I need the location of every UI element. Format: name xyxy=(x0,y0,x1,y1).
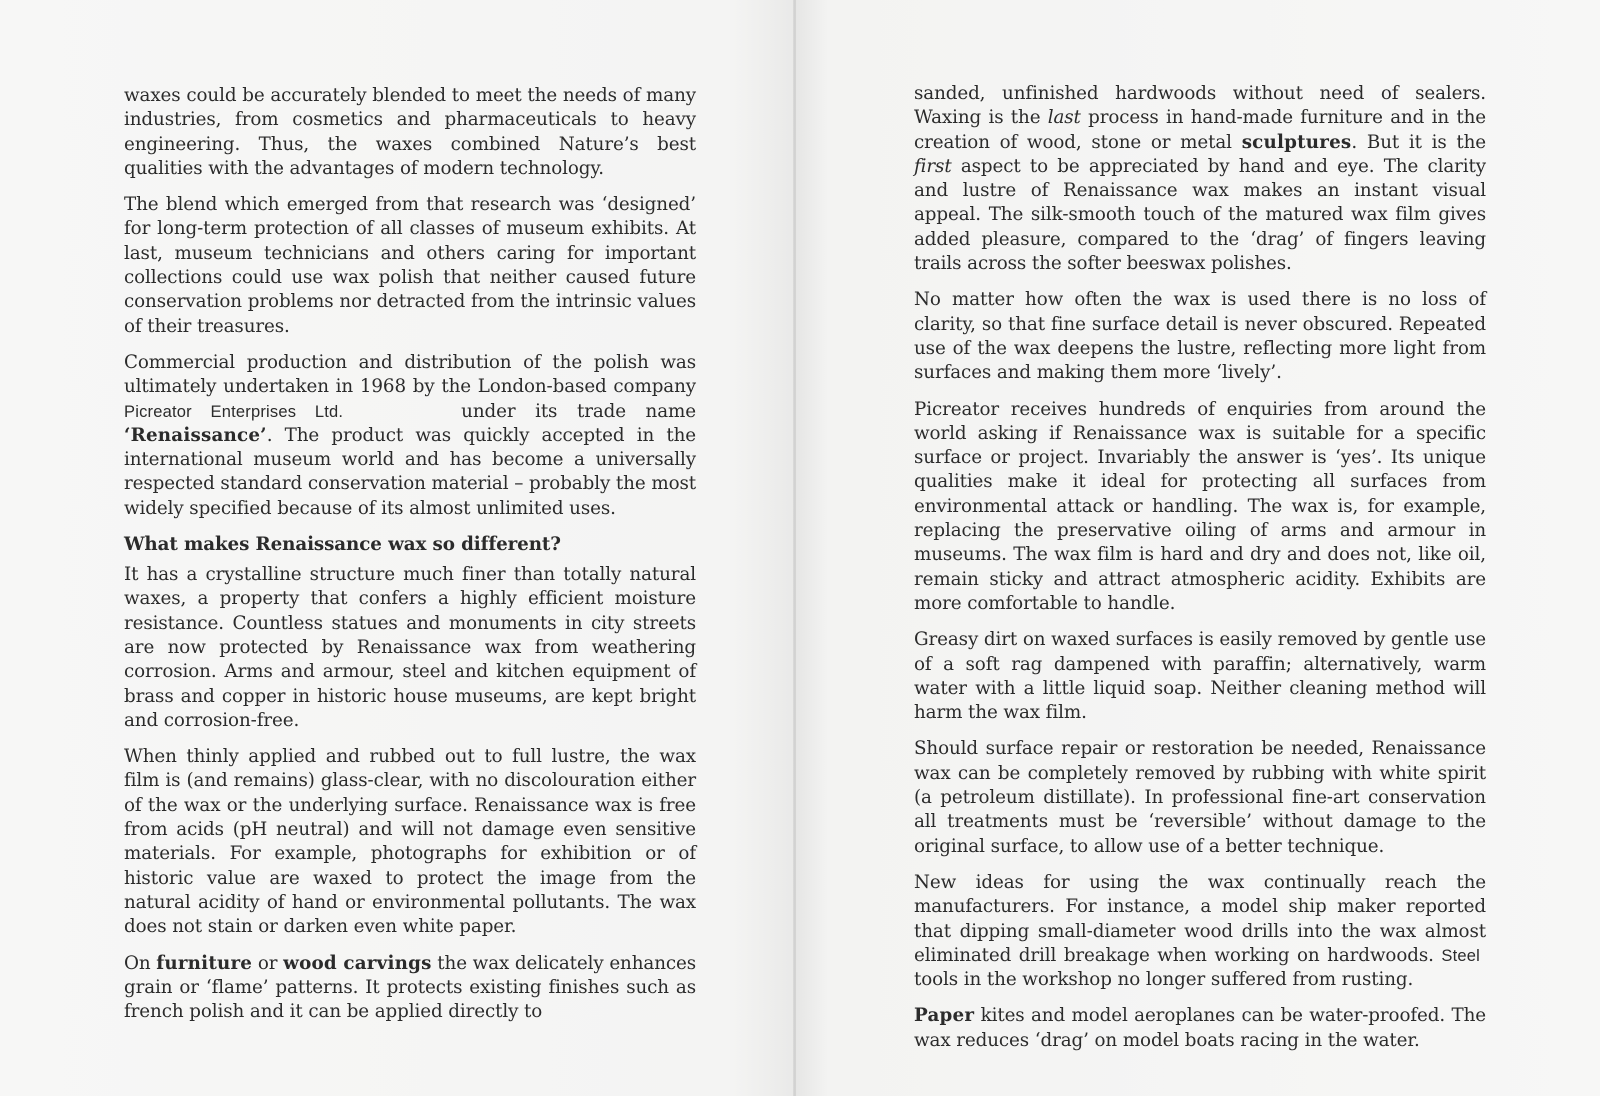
left-paragraph-1: waxes could be accurately blended to meet the needs of many industries, from cosmetics and pharmaceuticals to heavy engineering. Thus, the waxes combined Nature’s best qualities with the advantages of modern technology. xyxy=(124,85,696,179)
emphasis-last: last xyxy=(1047,107,1081,129)
right-paragraph-3: Picreator receives hundreds of enquiries from around the world asking if Renaissance wax is suitable for a specific surface or project. Invariably the answer is ‘yes’. Its unique qualities make it ideal for protecting all surfaces from environmental attack or handling. The wax is, for example, replacing the preservative oiling of arms and armour in museums. The wax film is hard and dry and does not, like oil, remain sticky and attract atmospheric acidity. Exhibits are more comfortable to handle. xyxy=(914,398,1486,614)
left-paragraph-4: It has a crystalline structure much finer than totally natural waxes, a property that confers a highly efficient moisture resistance. Countless statues and monuments in city streets are now protected by Renaissance wax from weathering corrosion. Arms and armour, steel and kitchen equipment of brass and copper in historic house museums, are kept bright and corrosion-free. xyxy=(124,564,696,731)
brand-name: ‘Renaissance’ xyxy=(124,424,267,446)
right-page xyxy=(796,0,1600,1096)
section-heading: What makes Renaissance wax so different? xyxy=(124,534,561,556)
left-paragraph-3 xyxy=(124,351,696,521)
left-page xyxy=(0,0,796,1096)
left-paragraph-2: The blend which emerged from that research was ‘designed’ for long-term protection of all classes of museum exhibits. At last, museum technicians and others caring for important collections could use wax polish that neither caused future conservation problems nor detracted from the intrinsic values of their treasures. xyxy=(124,194,696,337)
right-paragraph-4: Greasy dirt on waxed surfaces is easily removed by gentle use of a soft rag dampened with paraffin; alternatively, warm water with a little liquid soap. Neither cleaning method will harm the wax film. xyxy=(914,629,1486,724)
p3-text-a: Commercial production and distribution of the polish was ultimately undertaken in 1968 by the London-based company xyxy=(124,351,696,398)
keyword-wood-carvings: wood carvings xyxy=(283,952,432,974)
company-name: Picreator Enterprises Ltd. xyxy=(124,402,344,421)
keyword-sculptures: sculptures xyxy=(1241,131,1352,153)
r-p6-text-a: New ideas for using the wax continually reach the manufacturers. For instance, a model ship maker reported that dipping small-diameter wood drills into the wax almost eliminated drill breakage when working on hardwoods. xyxy=(914,871,1486,966)
r-p1-text-c: . But it is the xyxy=(1351,131,1486,153)
right-text-column xyxy=(914,82,1486,1065)
p6-text-b: or xyxy=(257,952,278,974)
r-p1-text-d: aspect to be appreciated by hand and eye. The clarity and lustre of Renaissance wax makes an instant visual appeal. The silk-smooth touch of the matured wax film gives added pleasure, compared to the ‘drag’ of fingers leaving trails across the softer beeswax polishes. xyxy=(914,155,1486,275)
left-paragraph-5: When thinly applied and rubbed out to full lustre, the wax film is (and remains) glass-clear, with no discolouration either of the wax or the underlying surface. Renaissance wax is free from acids (pH neutral) and will not damage even sensitive materials. For example, photographs for exhibition or of historic value are waxed to protect the image from the natural acidity of hand or environmental pollutants. The wax does not stain or darken even white paper. xyxy=(124,746,696,938)
r-p1-text-a: sanded, unfinished hardwoods without need of sealers. Waxing is the xyxy=(914,83,1486,129)
right-paragraph-7 xyxy=(914,1004,1486,1053)
emphasis-first: first xyxy=(914,155,952,177)
left-text-column xyxy=(124,84,696,1036)
p6-text-c: the wax delicately enhances grain or ‘flame’ patterns. It protects existing finishes such as french polish and it can be applied directly to xyxy=(124,952,697,1023)
keyword-paper: Paper xyxy=(914,1005,975,1027)
r-p7-text-a: kites and model aeroplanes can be water-proofed. The wax reduces ‘drag’ on model boats racing in the water. xyxy=(914,1005,1486,1051)
p6-text-a: On xyxy=(124,952,151,974)
keyword-furniture: furniture xyxy=(156,952,253,974)
p3-text-c: . The product was quickly accepted in the international museum world and has become a universally respected standard conservation material – probably the most widely specified because of its almost unlimited uses. xyxy=(124,424,696,519)
r-p1-text-b: process in hand-made furniture and in the creation of wood, stone or metal xyxy=(914,107,1486,153)
right-paragraph-6 xyxy=(914,871,1486,992)
p3-text-b: under its trade name xyxy=(461,400,696,422)
right-paragraph-2: No matter how often the wax is used there is no loss of clarity, so that fine surface detail is never obscured. Repeated use of the wax deepens the lustre, reflecting more light from surfaces and making them more ‘lively’. xyxy=(914,289,1486,384)
r-p6-text-b: tools in the workshop no longer suffered from rusting. xyxy=(914,969,1414,991)
word-steel: Steel xyxy=(1441,946,1480,965)
left-paragraph-6 xyxy=(124,952,696,1025)
right-paragraph-1 xyxy=(914,82,1486,276)
right-paragraph-5: Should surface repair or restoration be needed, Renaissance wax can be completely removed by rubbing with white spirit (a petroleum distillate). In professional fine-art conservation all treatments must be ‘reversible’ without damage to the original surface, to allow use of a better technique. xyxy=(914,738,1486,857)
